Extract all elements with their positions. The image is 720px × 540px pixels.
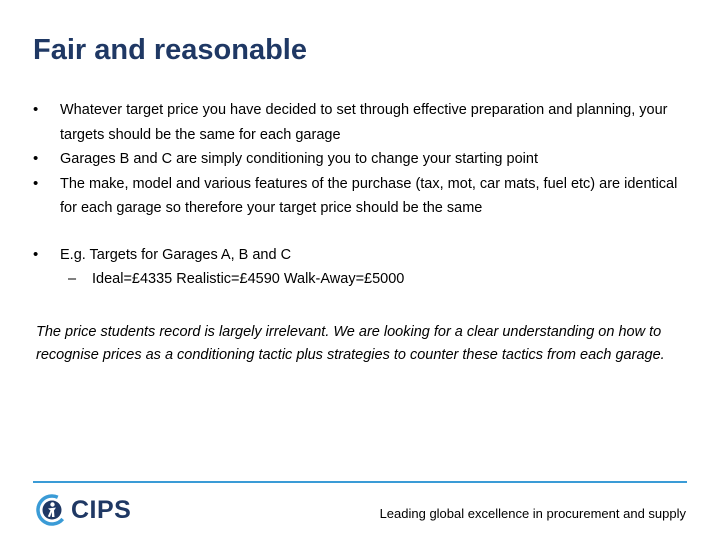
bullet-item xyxy=(33,172,683,221)
bullet-item xyxy=(33,147,683,172)
bullet-text: Whatever target price you have decided to set through effective preparation and planning, your targets should be the same for each garage xyxy=(60,102,668,143)
bullet-text: The make, model and various features of the purchase (tax, mot, car mats, fuel etc) are identical for each garage so therefore your target price should be the same xyxy=(60,175,678,216)
cips-logo-icon xyxy=(35,493,69,527)
sub-bullet-marker: – xyxy=(68,271,77,287)
bullet-text: E.g. Targets for Garages A, B and C xyxy=(60,246,292,263)
bullet-item xyxy=(33,98,683,147)
bullet-list xyxy=(33,98,683,292)
bullet-item xyxy=(33,243,683,268)
bullet-marker: • xyxy=(33,174,39,192)
logo-wordmark: CIPS xyxy=(71,495,132,524)
bullet-marker: • xyxy=(33,245,39,263)
italic-note: The price students record is largely irrelevant. We are looking for a clear understanding on how to recognise prices as a conditioning tactic plus strategies to counter these tactics from each garage. xyxy=(36,324,665,363)
footer-tagline: Leading global excellence in procurement and supply xyxy=(379,506,686,521)
slide-title: Fair and reasonable xyxy=(33,34,307,66)
sub-bullet-item xyxy=(33,267,683,292)
sub-bullet-text: Ideal=£4335 Realistic=£4590 Walk-Away=£5000 xyxy=(92,271,405,287)
cips-logo xyxy=(35,491,131,529)
bullet-marker: • xyxy=(33,101,39,118)
footer-divider xyxy=(33,481,687,483)
bullet-marker: • xyxy=(33,150,39,167)
bullet-text: Garages B and C are simply conditioning you to change your starting point xyxy=(60,151,538,167)
